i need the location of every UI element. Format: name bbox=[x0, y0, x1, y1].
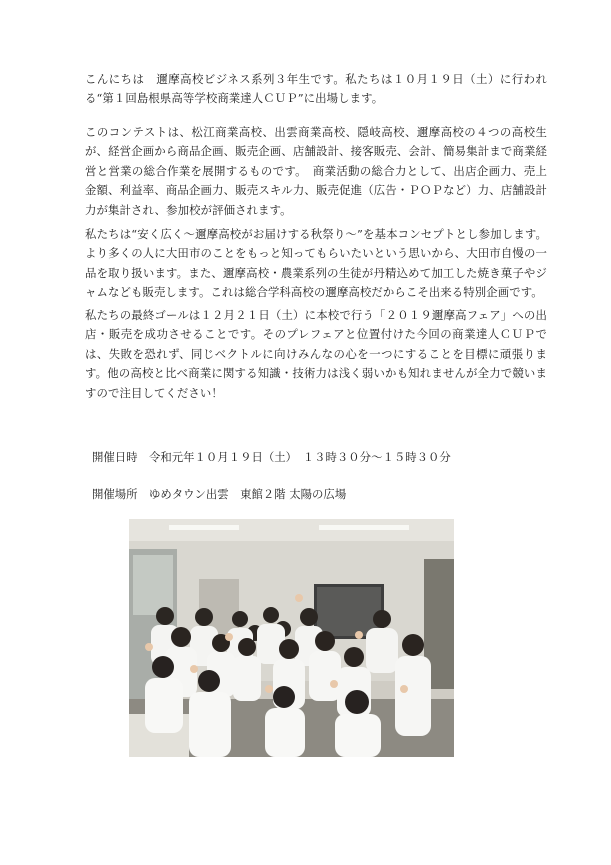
paragraph-goal: 私たちの最終ゴールは１２月２１日（土）に本校で行う「２０１９邇摩高フェア」への出店・販売を成功させることです。そのプレフェアと位置付けた今回の商業達人ＣＵＰでは、失敗を恐れず、同じベクトルに向けみんなの心を一つにすることを目標に頑張ります。他の高校と比べ商業に関する知識・技術力は浅く弱いかも知れませんが全力で競いますので注目してください！ bbox=[85, 308, 547, 400]
paragraph-concept: 私たちは“安く広く～邇摩高校がお届けする秋祭り～”を基本コンセプトとし参加します。より多くの人に大田市のことをもっと知ってもらいたいという思いから、大田市自慢の一品を取り扱います。また、邇摩高校・農業系列の生徒が丹精込めて加工した焼き菓子やジャムなども販売します。これは総合学科高校の邇摩高校だからこそ出来る特別企画です。 bbox=[85, 227, 547, 300]
paragraph-intro: こんにちは 邇摩高校ビジネス系列３年生です。私たちは１０月１９日（土）に行われる“第１回島根県高等学校商業達人ＣＵＰ”に出場します。 bbox=[85, 72, 547, 106]
paragraph-contest: このコンテストは、松江商業高校、出雲商業高校、隠岐高校、邇摩高校の４つの高校生が、経営企画から商品企画、販売企画、店舗設計、接客販売、会計、簡易集計まで商業経営と営業の総合作業を展開するものです。 商業活動の総合力として、出店企画力、売上金額、利益率、商品企画力、販売スキル力、販売促進（広告・ＰＯＰなど）力、店舗設計力が集計され、参加校が評価されます。 bbox=[85, 125, 547, 217]
group-photo-illustration bbox=[129, 519, 454, 757]
group-photo bbox=[129, 519, 454, 757]
event-place: 開催場所 ゆめタウン出雲 東館２階 太陽の広場 bbox=[92, 487, 347, 501]
event-date: 開催日時 令和元年１０月１９日（土） １３時３０分～１５時３０分 bbox=[92, 450, 451, 464]
